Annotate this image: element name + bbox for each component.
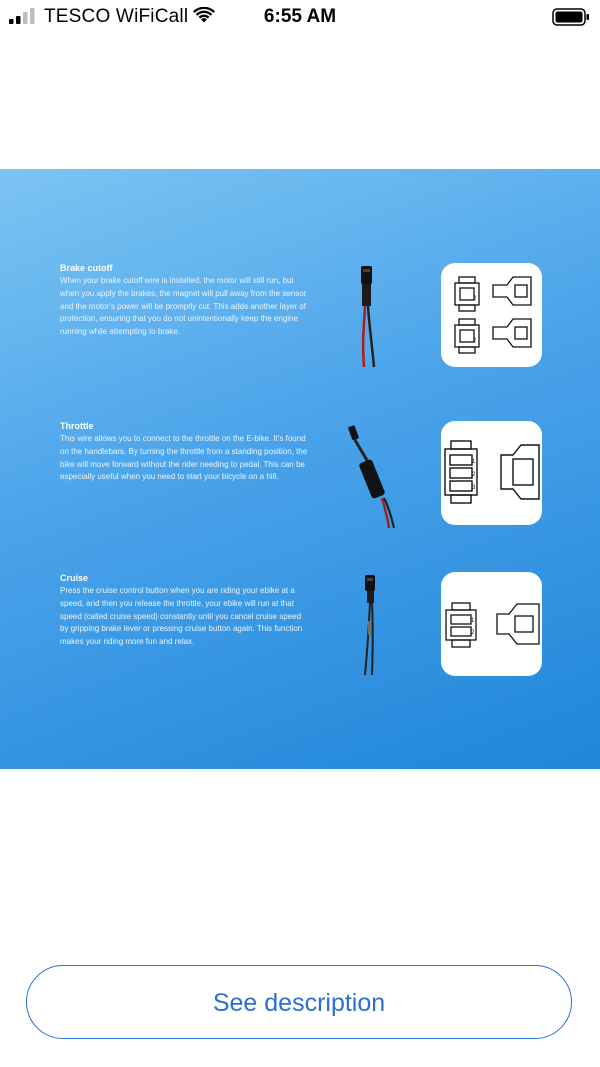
product-image[interactable] — [0, 169, 600, 769]
throttle-connector-diagram — [441, 421, 542, 525]
section-title: Brake cutoff — [60, 263, 113, 273]
pin-label: 2 — [473, 296, 477, 302]
section-text: This wire allows you to connect to the throttle on the E-bike. It's found on the handlebars. By turning the throttle from a standing position, the bike will move forward without the rider needing to pedal. This can be especially useful when you need to start your bicycle on a hill. — [60, 434, 308, 482]
throttle-wire-image — [346, 424, 401, 530]
section-throttle — [60, 421, 310, 484]
brake-cutoff-wire-image — [352, 264, 382, 369]
section-brake-cutoff — [60, 263, 310, 339]
section-text: Press the cruise control button when you are riding your ebike at a speed, and then you release the throttle, your ebike will run at that speed (called cruise speed) constantly until you cancel cruise speed by gripping brake lever or pressing cruise button again. This function makes your riding more fun and relax. — [60, 586, 303, 647]
clock: 6:55 AM — [263, 6, 337, 27]
pin-label: 2 — [471, 630, 475, 636]
cruise-connector-diagram — [441, 572, 542, 676]
section-title: Throttle — [60, 421, 94, 431]
status-bar — [0, 0, 600, 34]
pin-label: 2 — [472, 472, 476, 478]
section-title: Cruise — [60, 573, 89, 583]
battery-icon — [552, 8, 590, 26]
section-cruise — [60, 573, 310, 649]
carrier-name: TESCO WiFiCall — [44, 6, 189, 27]
pin-label: 3 — [472, 485, 476, 491]
pin-label: 1 — [471, 618, 475, 624]
brake-cutoff-connector-diagram — [441, 263, 542, 367]
pin-label: 1 — [472, 459, 476, 465]
see-description-button[interactable]: See description — [26, 965, 572, 1039]
cruise-wire-image — [356, 573, 386, 677]
section-text: When your brake cutoff wire is installed, the motor will still run, but when you apply the brakes, the magnet will pull away from the sensor and the motor's power will be promptly cut. This adds another layer of protection, ensuring that you do not unintentionally keep the engine running while attempting to brake. — [60, 276, 307, 337]
pin-label: 2 — [473, 338, 477, 344]
